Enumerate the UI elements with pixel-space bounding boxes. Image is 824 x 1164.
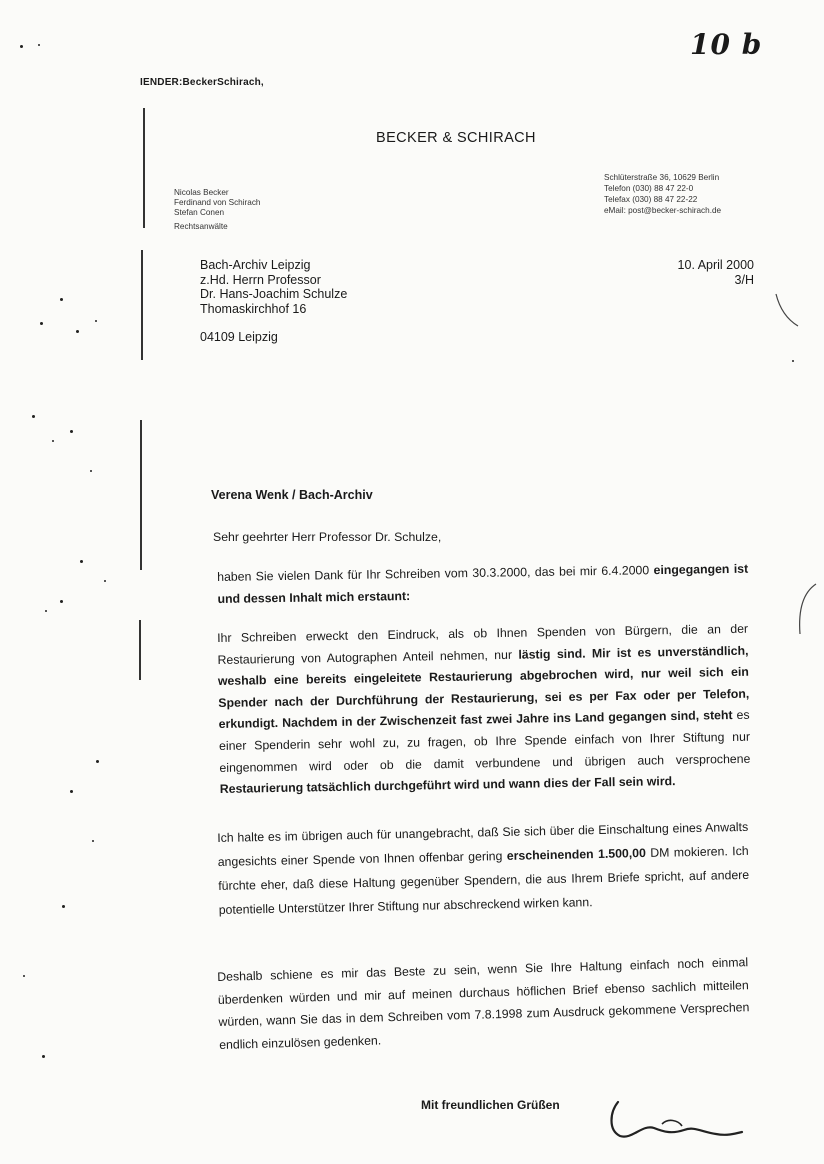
letter-date: 10. April 2000 [677, 258, 754, 272]
sender-street: Schlüterstraße 36, 10629 Berlin [604, 173, 720, 182]
scan-edge-line [141, 250, 143, 360]
handwritten-page-mark: 10 b [690, 28, 763, 61]
scan-speck [92, 840, 94, 842]
scan-speck [70, 790, 73, 793]
recipient-line: Dr. Hans-Joachim Schulze [200, 287, 348, 301]
salutation: Sehr geehrter Herr Professor Dr. Schulze, [213, 530, 442, 544]
paragraph-text-bold: eingegangen ist und dessen Inhalt mich erstaunt: [217, 561, 749, 606]
reference-code: 3/H [734, 273, 754, 287]
body-paragraph-2 [217, 619, 751, 801]
recipient-line: Bach-Archiv Leipzig [200, 258, 311, 272]
scan-speck [95, 320, 97, 322]
subject-line: Verena Wenk / Bach-Archiv [211, 488, 373, 502]
scan-margin-curve [790, 580, 820, 640]
scan-speck [90, 470, 92, 472]
paragraph-text-bold: Restaurierung tatsächlich durchgeführt wird und wann dies der Fall sein wird. [219, 774, 676, 797]
recipient-line: z.Hd. Herrn Professor [200, 272, 321, 287]
partner-name: Stefan Conen [174, 208, 225, 217]
scan-edge-line [143, 108, 145, 228]
partner-name: Nicolas Becker [174, 188, 229, 197]
sender-email: eMail: post@becker-schirach.de [604, 206, 722, 215]
scan-speck [52, 440, 54, 442]
date-block [640, 258, 754, 288]
body-paragraph-1 [217, 558, 749, 610]
paragraph-text: Ihr Schreiben erweckt den Eindruck, als ob Ihnen Spenden von Bürgern, die an der Restaurierung von Autographen Anteil nehmen, nur [217, 621, 749, 667]
scan-speck [96, 760, 99, 763]
scan-edge-line [139, 620, 141, 680]
letterhead-firm-name: BECKER & SCHIRACH [376, 130, 536, 146]
paragraph-text-bold: erscheinenden 1.500,00 [506, 846, 647, 863]
partners-profession: Rechtsanwälte [174, 222, 228, 231]
paragraph-text: es einer Spenderin sehr wohl zu, zu fragen, ob Ihre Spende einfach von Ihrer Stiftung nur eingenommen wird oder ob die damit verbundene und übrigen auch versprochene [218, 708, 751, 775]
scan-speck [76, 330, 79, 333]
scan-margin-curve [772, 290, 802, 330]
scan-speck [32, 415, 35, 418]
scan-speck [45, 610, 47, 612]
sender-address-block [604, 172, 721, 216]
recipient-line: Thomaskirchhof 16 [200, 301, 307, 316]
recipient-address-block [200, 258, 347, 345]
scan-speck [60, 298, 63, 301]
sender-fax: Telefax (030) 88 47 22-22 [604, 195, 698, 204]
scan-speck [104, 580, 106, 582]
scan-speck [60, 600, 63, 603]
scan-speck [792, 360, 794, 362]
closing-greeting: Mit freundlichen Grüßen [421, 1098, 560, 1112]
paragraph-text: haben Sie vielen Dank für Ihr Schreiben vom 30.3.2000, das bei mir 6.4.2000 [217, 563, 650, 584]
scan-speck [40, 322, 43, 325]
partners-list [174, 188, 260, 232]
scan-edge-line [140, 420, 142, 570]
paragraph-text: Ich halte es im übrigen auch für unangebracht, daß Sie sich über die Einschaltung eines Anwalts angesichts einer Spende von Ihnen offenbar gering [217, 819, 749, 869]
scan-speck [80, 560, 83, 563]
sender-phone: Telefon (030) 88 47 22-0 [604, 184, 694, 193]
paragraph-text: DM mokieren. Ich fürchte eher, daß diese Haltung gegenüber Spendern, die aus Ihrem Briefe spricht, auf andere potentielle Unterstützer Ihrer Stiftung nur abschreckend wirken kann. [218, 843, 750, 917]
scan-speck [62, 905, 65, 908]
scan-speck [70, 430, 73, 433]
scan-speck [38, 44, 40, 46]
paragraph-text-bold: lästig sind. Mir ist es unverständlich, weshalb eine bereits eingeleitete Restaurierung abgebrochen wird, nur weil sich ein Spender nach der Durchführung der Restaurierung, sei es per Fax oder per Telefon, erkundigt. Nachdem in der Zwischenzeit fast zwei Jahre ins Land gegangen sind, steht [217, 643, 750, 732]
handwritten-signature [598, 1094, 748, 1144]
recipient-postcode-city: 04109 Leipzig [200, 330, 278, 344]
body-paragraph-4: Deshalb schiene es mir das Beste zu sein, wenn Sie Ihre Haltung einfach noch einmal überdenken würden und mir auf meinen durchaus höflichen Brief ebenso sachlich mitteilen würden, wann Sie das in dem Schreiben vom 7.8.1998 zum Ausdruck gekommene Versprechen endlich einzulösen gedenken. [217, 955, 750, 1052]
scan-speck [23, 975, 25, 977]
partner-name: Ferdinand von Schirach [174, 198, 261, 207]
scan-speck [42, 1055, 45, 1058]
scan-speck [20, 45, 23, 48]
fax-header-line: IENDER:BeckerSchirach, [140, 77, 264, 88]
body-paragraph-3 [217, 815, 750, 922]
